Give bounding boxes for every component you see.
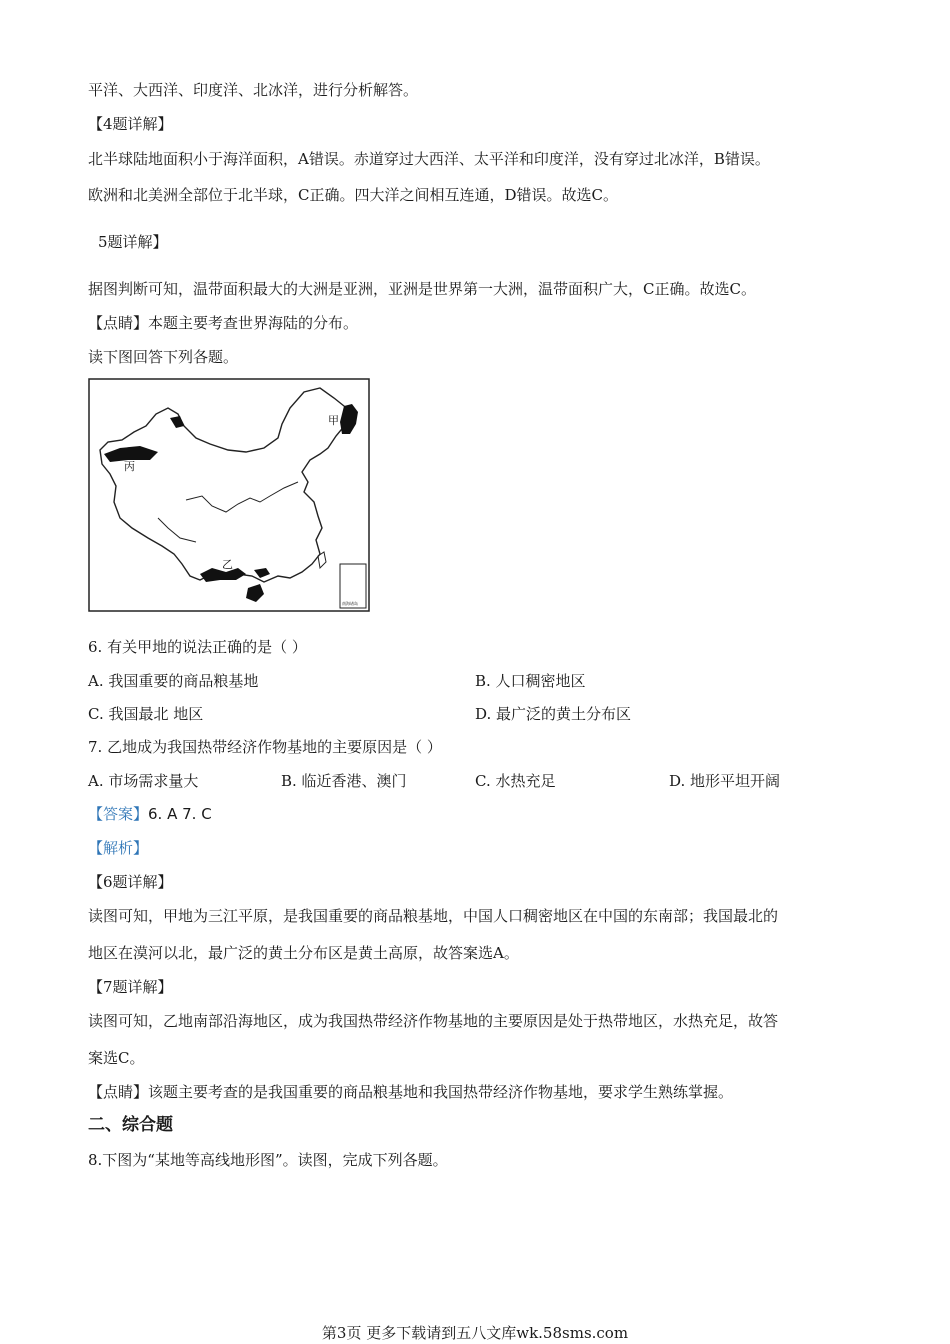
paragraph: 北半球陆地面积小于海洋面积，A错误。赤道穿过大西洋、太平洋和印度洋，没有穿过北冰洋，B错误。 [88,150,770,168]
section-title: 二、综合题 [88,1115,173,1135]
q6-option-b: B. 人口稠密地区 [475,672,586,690]
analysis-label: 【解析】 [88,839,149,857]
paragraph: 读图可知，甲地为三江平原，是我国重要的商品粮基地，中国人口稠密地区在中国的东南部；我国最北的 [88,907,779,925]
section-heading-q4: 【4题详解】 [88,115,173,133]
q6-option-a: A. 我国重要的商品粮基地 [88,672,259,690]
dianjing-note: 【点睛】该题主要考查的是我国重要的商品粮基地和我国热带经济作物基地，要求学生熟练掌握。 [88,1083,734,1101]
label-jia: 甲 [328,414,339,427]
q7-option-c: C. 水热充足 [475,772,556,790]
page-footer: 第3页 更多下载请到五八文库wk.58sms.com [321,1324,629,1342]
question-8-stem: 8.下图为“某地等高线地形图”。读图，完成下列各题。 [88,1151,448,1169]
section-heading-q5: 5题详解】 [98,233,168,251]
q6-option-c: C. 我国最北 地区 [88,705,204,723]
paragraph: 据图判断可知，温带面积最大的大洲是亚洲，亚洲是世界第一大洲，温带面积广大，C正确。故选C。 [88,280,756,298]
paragraph: 地区在漠河以北，最广泛的黄土分布区是黄土高原，故答案选A。 [88,944,519,962]
answer-label: 【答案】 [88,805,149,823]
question-6-stem: 6. 有关甲地的说法正确的是（ ） [88,638,307,656]
paragraph: 案选C。 [88,1049,145,1067]
paragraph: 欧洲和北美洲全部位于北半球，C正确。四大洋之间相互连通，D错误。故选C。 [88,186,618,204]
q7-option-a: A. 市场需求量大 [88,772,199,790]
china-map-figure [88,378,370,612]
label-yi: 乙 [222,558,233,571]
answer-text: 6. A 7. C [148,805,212,823]
paragraph: 读图可知，乙地南部沿海地区，成为我国热带经济作物基地的主要原因是处于热带地区，水热充足，故答 [88,1012,779,1030]
label-bing: 丙 [124,460,135,473]
q6-option-d: D. 最广泛的黄土分布区 [475,705,632,723]
section-heading-q7: 【7题详解】 [88,978,173,996]
text-line: 平洋、大西洋、印度洋、北冰洋，进行分析解答。 [88,81,419,99]
label-inset: 南海诸岛 [342,601,358,606]
question-7-stem: 7. 乙地成为我国热带经济作物基地的主要原因是（ ） [88,738,442,756]
q7-option-d: D. 地形平坦开阔 [669,772,781,790]
answer-row [88,803,212,825]
q7-option-b: B. 临近香港、澳门 [281,772,407,790]
dianjing-note: 【点睛】本题主要考查世界海陆的分布。 [88,314,359,332]
intro-text: 读下图回答下列各题。 [88,348,239,366]
section-heading-q6: 【6题详解】 [88,873,173,891]
